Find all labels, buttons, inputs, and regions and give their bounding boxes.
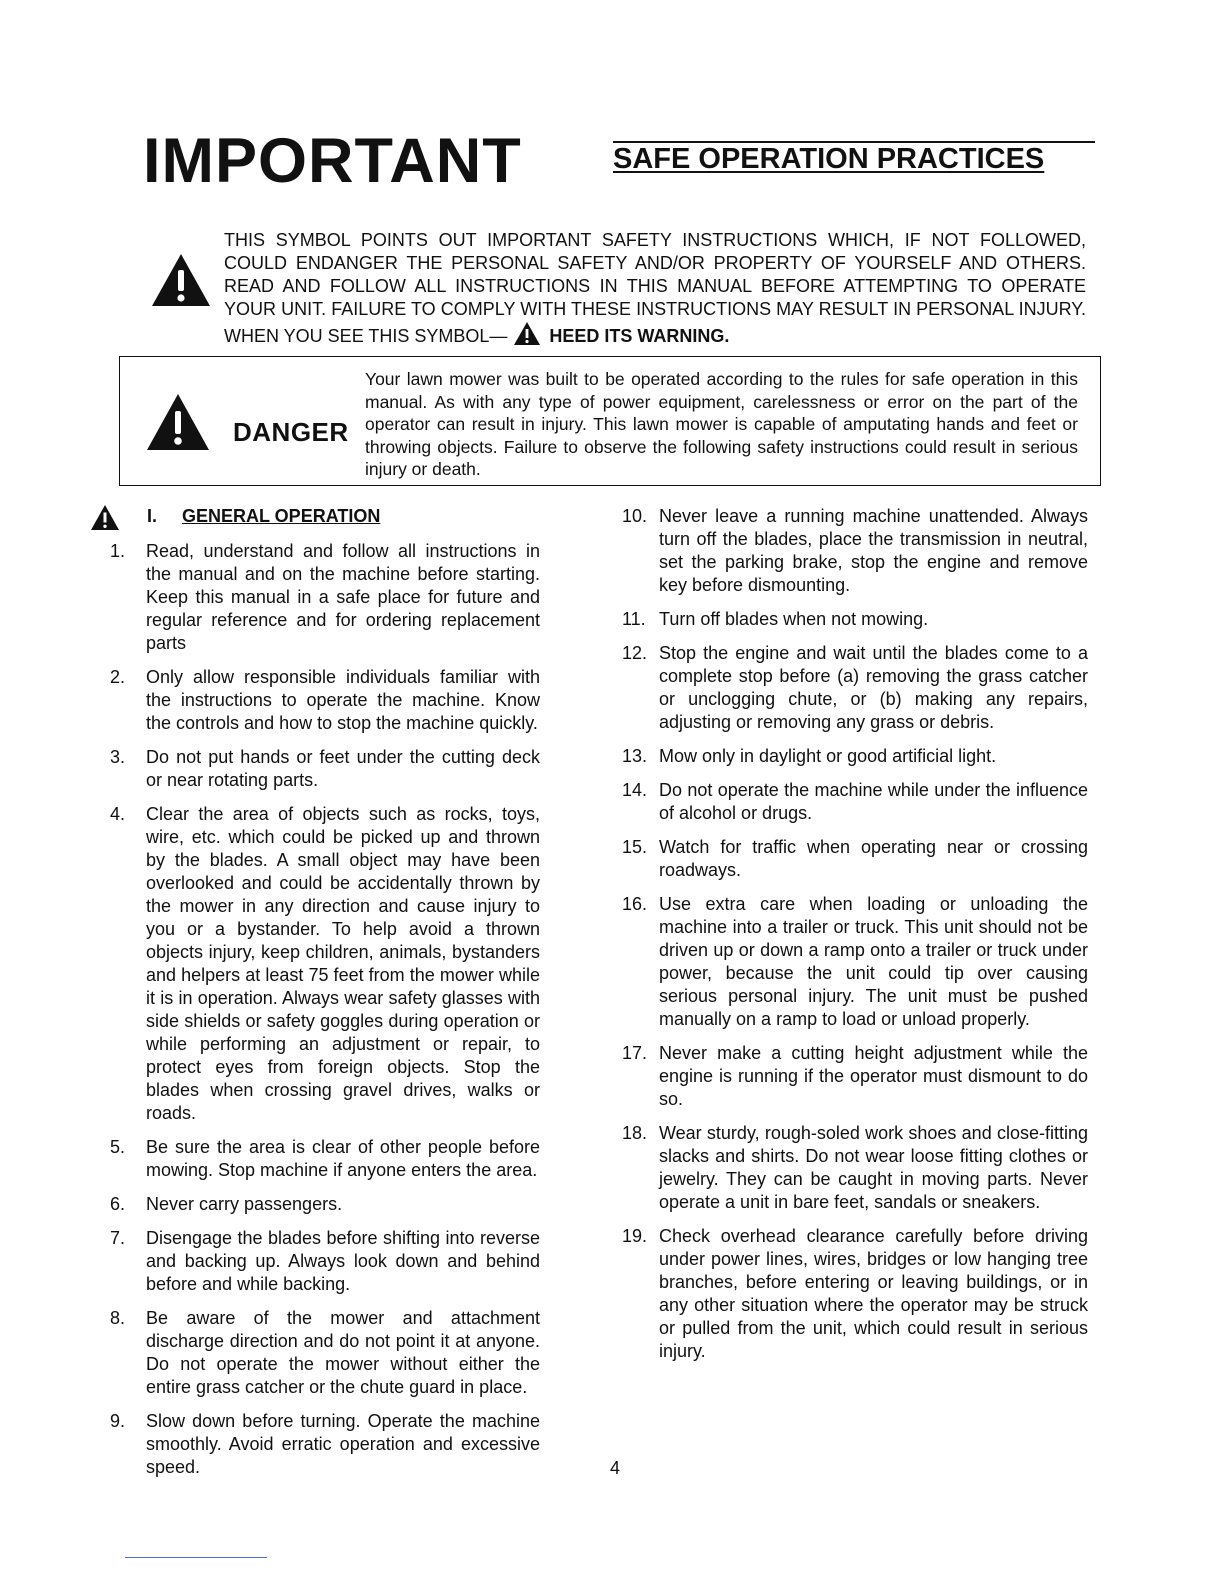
item-number: 12. [622,643,648,663]
list-item [622,505,1088,597]
list-item [622,1122,1088,1214]
danger-text: Your lawn mower was built to be operated according to the rules for safe operation in this manual. As with any type of power equipment, carelessness or error on the part of the operator can result in injury. This lawn mower is capable of amputating hands and feet or throwing objects. Failure to observe the following safety instructions could result in serious injury or death. [365,369,1078,479]
list-item [622,1042,1088,1111]
item-text: Check overhead clearance carefully before driving under power lines, wires, bridges or low hanging tree branches, before entering or leaving buildings, or in any other situation where the operator may be struck or pulled from the unit, which could result in serious injury. [659,1226,1088,1361]
item-number: 18. [622,1123,648,1143]
item-text: Never make a cutting height adjustment while the engine is running if the operator must dismount to do so. [659,1043,1088,1109]
list-item [110,540,540,655]
section-warning-icon [90,504,120,536]
item-number: 5. [110,1137,126,1157]
section-number: I. [147,506,158,526]
item-number: 19. [622,1226,648,1246]
item-number: 16. [622,894,648,914]
item-text: Never carry passengers. [146,1194,343,1214]
item-text: Mow only in daylight or good artificial light. [659,746,997,766]
intro-text: THIS SYMBOL POINTS OUT IMPORTANT SAFETY INSTRUCTIONS WHICH, IF NOT FOLLOWED, COULD ENDANGER THE PERSONAL SAFETY AND/OR PROPERTY OF YOURSELF AND OTHERS. READ AND FOLLOW ALL INSTRUCTIONS IN THIS MANUAL BEFORE ATTEMPTING TO OPERATE YOUR UNIT. FAILURE TO COMPLY WITH THESE INSTRUCTIONS MAY RESULT IN PERSONAL INJURY. WHEN YOU SEE THIS SYMBOL— [224,230,1086,346]
item-number: 9. [110,1411,126,1431]
item-number: 4. [110,804,126,824]
list-item [622,779,1088,825]
warning-triangle-inline-icon [513,321,541,352]
item-number: 13. [622,746,648,766]
item-text: Disengage the blades before shifting into reverse and backing up. Always look down and behind before and while backing. [146,1228,540,1294]
left-column [110,540,540,1490]
bottom-link-underline [125,1557,267,1558]
list-item [110,1227,540,1296]
item-number: 11. [622,609,646,629]
item-text: Watch for traffic when operating near or crossing roadways. [659,837,1088,880]
list-item [622,836,1088,882]
item-text: Clear the area of objects such as rocks, toys, wire, etc. which could be picked up and thrown by the blades. A small object may have been overlooked and could be accidentally thrown by the mower in any direction and cause injury to you or a bystander. To help avoid a thrown objects injury, keep children, animals, bystanders and helpers at least 75 feet from the mower while it is in operation. Always wear safety glasses with side shields or safety goggles during operation or while performing an adjustment or repair, to protect eyes from foreign objects. Stop the blades when crossing gravel drives, walks or roads. [146,804,540,1123]
list-item [110,1410,540,1479]
item-number: 8. [110,1308,126,1328]
list-item [622,893,1088,1031]
item-number: 15. [622,837,648,857]
item-number: 3. [110,747,126,767]
list-item [110,666,540,735]
list-item [110,1193,540,1216]
page-title: IMPORTANT [143,126,522,196]
item-number: 17. [622,1043,648,1063]
item-number: 7. [110,1228,126,1248]
item-text: Stop the engine and wait until the blades come to a complete stop before (a) removing the grass catcher or unclogging chute, or (b) making any repairs, adjusting or removing any grass or debris. [659,643,1088,732]
item-text: Use extra care when loading or unloading the machine into a trailer or truck. This unit should not be driven up or down a ramp onto a trailer or truck under power, because the unit could tip over causing serious personal injury. The unit must be pushed manually on a ramp to load or unload properly. [659,894,1088,1029]
warning-triangle-icon [150,252,212,313]
list-item [622,608,1088,631]
item-text: Read, understand and follow all instructions in the manual and on the machine before starting. Keep this manual in a safe place for future and regular reference and for ordering replacement parts [146,541,540,653]
list-item [110,1136,540,1182]
item-text: Wear sturdy, rough-soled work shoes and close-fitting slacks and shirts. Do not wear loose fitting clothes or jewelry. They can be caught in moving parts. Never operate a unit in bare feet, sandals or sneakers. [659,1123,1088,1212]
page-number: 4 [609,1458,620,1478]
item-number: 6. [110,1194,126,1214]
item-text: Do not operate the machine while under the influence of alcohol or drugs. [659,780,1088,823]
item-text: Never leave a running machine unattended. Always turn off the blades, place the transmission in neutral, set the parking brake, stop the engine and remove key before dismounting. [659,506,1088,595]
item-text: Be sure the area is clear of other people before mowing. Stop machine if anyone enters the area. [146,1137,540,1180]
item-number: 14. [622,780,648,800]
danger-label: DANGER [233,417,349,447]
list-item [622,642,1088,734]
intro-emphasis: HEED ITS WARNING. [549,326,730,346]
item-number: 1. [110,541,126,561]
item-text: Be aware of the mower and attachment discharge direction and do not point it at anyone. Do not operate the mower without either the entire grass catcher or the chute guard in place. [146,1308,540,1397]
list-item [110,803,540,1125]
item-text: Turn off blades when not mowing. [659,609,929,629]
list-item [622,745,1088,768]
section-heading-label: GENERAL OPERATION [182,506,381,526]
item-text: Slow down before turning. Operate the machine smoothly. Avoid erratic operation and excessive speed. [146,1411,540,1477]
list-item [110,746,540,792]
item-number: 10. [622,506,648,526]
item-text: Only allow responsible individuals familiar with the instructions to operate the machine. Know the controls and how to stop the machine quickly. [146,667,540,733]
danger-triangle-icon [145,392,211,457]
section-title: SAFE OPERATION PRACTICES [613,143,1045,175]
item-text: Do not put hands or feet under the cutting deck or near rotating parts. [146,747,540,790]
list-item [110,1307,540,1399]
right-column [622,505,1088,1374]
safety-symbol-intro [224,229,1086,352]
item-number: 2. [110,667,126,687]
list-item [622,1225,1088,1363]
